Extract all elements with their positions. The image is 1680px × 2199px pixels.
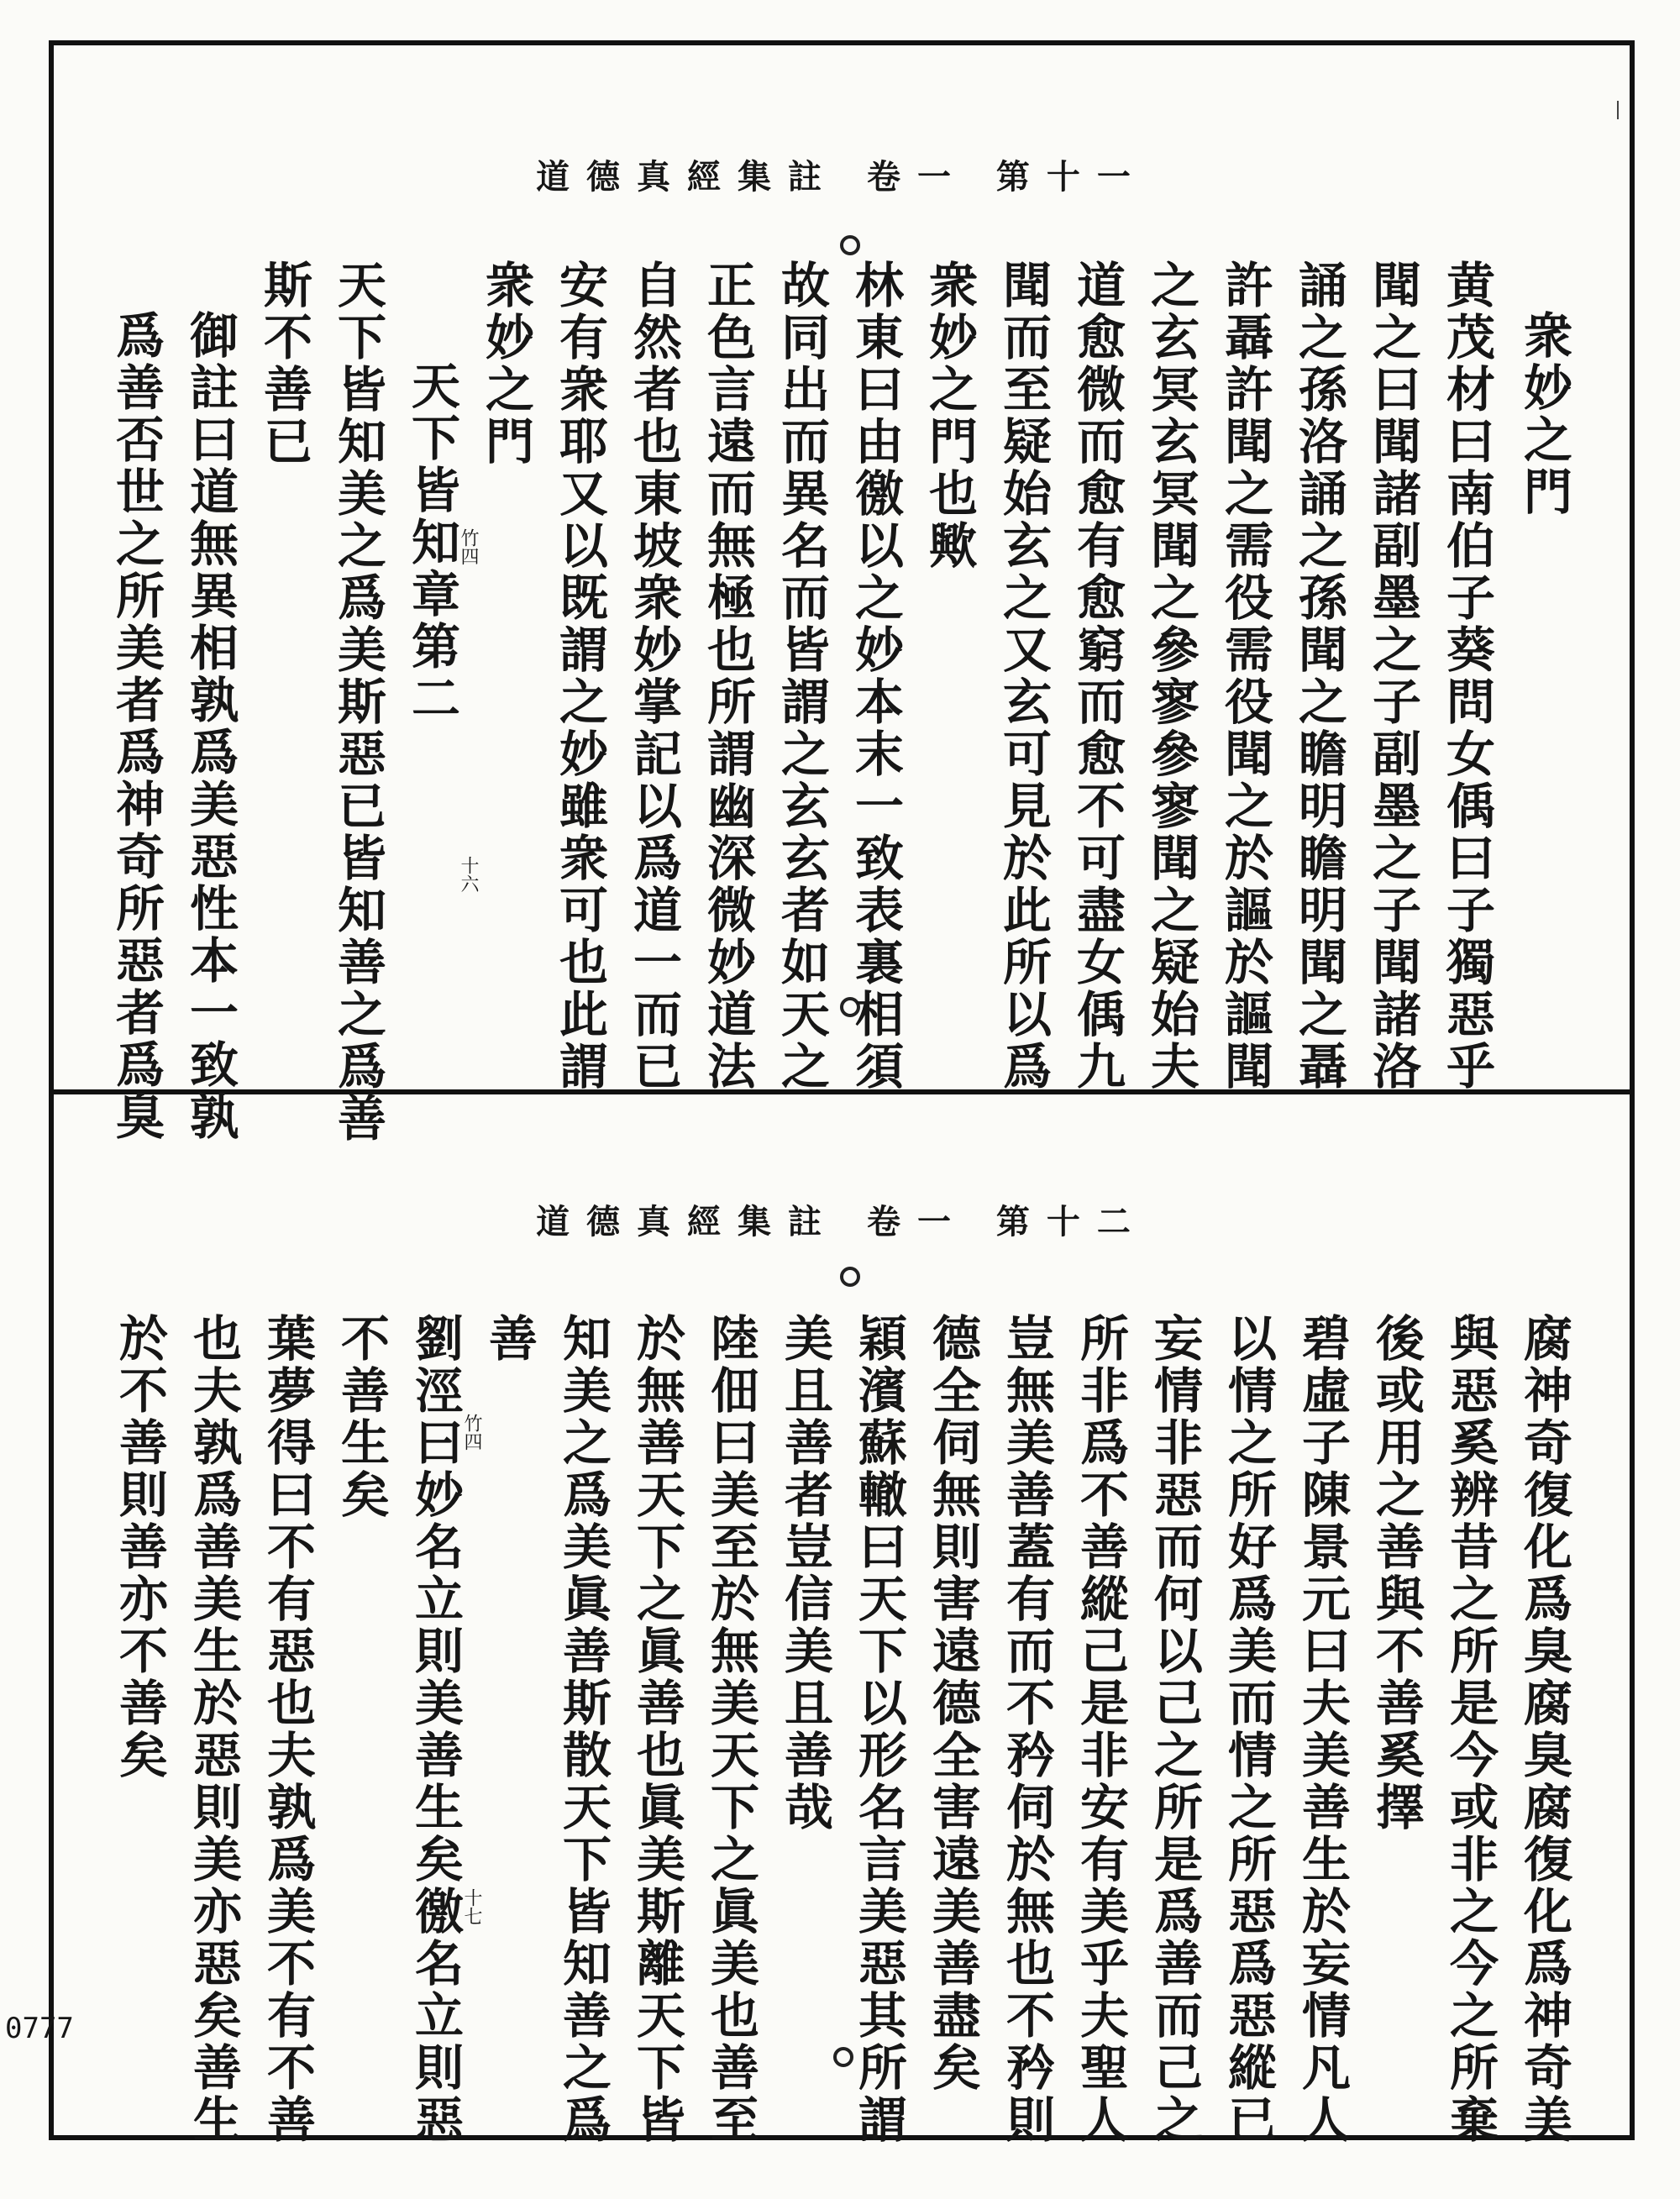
top-columns bbox=[54, 260, 1630, 1145]
text-column: 與惡奚辨昔之所是今或非之今之所棄 bbox=[1441, 1313, 1499, 2146]
text-column: 腐神奇復化爲臭腐臭腐復化爲神奇美 bbox=[1515, 1313, 1572, 2146]
bottom-panel bbox=[54, 1094, 1630, 2146]
side-note: 十七 bbox=[461, 1888, 482, 1925]
top-panel bbox=[54, 45, 1630, 1145]
text-column: 衆妙之門 bbox=[477, 260, 534, 468]
text-column: 善 bbox=[480, 1313, 538, 1365]
text-column: 也夫孰爲善美生於惡則美亦惡矣善生 bbox=[185, 1313, 242, 2146]
text-column: 於無善天下之眞善也眞美斯離天下皆 bbox=[628, 1313, 685, 2146]
text-column: 林東曰由徼以之妙本末一致表裏相須 bbox=[847, 260, 904, 1093]
text-column: 天下皆知美之爲美斯惡已皆知善之爲善 bbox=[329, 260, 386, 1145]
bottom-header: 道德真經集註 卷一 第十二 bbox=[536, 1202, 1147, 1241]
text-column: 斯不善已 bbox=[255, 260, 312, 468]
text-column: 後或用之善與不善奚擇 bbox=[1368, 1313, 1425, 1834]
text-column: 不善生矣 bbox=[333, 1313, 390, 1521]
text-column: 以情之所好爲美而情之所惡爲惡縱已 bbox=[1220, 1313, 1277, 2146]
text-column: 自然者也東坡衆妙掌記以爲道一而已 bbox=[625, 260, 682, 1093]
text-column: 德全伺無則害遠德全害遠美善盡矣 bbox=[924, 1313, 981, 2094]
text-column: 誦之孫洛誦之孫聞之瞻明瞻明聞之聶 bbox=[1290, 260, 1347, 1093]
page-number: 0777 bbox=[5, 2012, 74, 2045]
side-note: 竹四 bbox=[461, 1414, 482, 1451]
text-column: 陸佃曰美至於無美天下之眞美也善至 bbox=[702, 1313, 759, 2146]
text-column: 安有衆耶又以既謂之妙雖衆可也此謂 bbox=[551, 260, 608, 1093]
text-column: 知美之爲美眞善斯散天下皆知善之爲 bbox=[554, 1313, 612, 2146]
circle-mark bbox=[840, 235, 860, 255]
text-column: 妄情非惡而何以己之所是爲善而己之 bbox=[1146, 1313, 1203, 2146]
side-note: 竹四 bbox=[458, 528, 479, 565]
text-column: 許聶許聞之需役需役聞之於謳於謳聞 bbox=[1216, 260, 1273, 1093]
side-note: 十六 bbox=[458, 856, 479, 893]
text-column: 聞之曰聞諸副墨之子副墨之子聞諸洛 bbox=[1364, 260, 1421, 1093]
text-column: 美且善者豈信美且善哉 bbox=[776, 1313, 833, 1834]
text-column: 於不善則善亦不善矣 bbox=[111, 1313, 168, 1782]
text-column: 聞而至疑始玄之又玄可見於此所以爲 bbox=[995, 260, 1052, 1093]
text-column: 衆妙之門 bbox=[1515, 310, 1572, 518]
text-column: 劉涇曰妙名立則美善生矣徼名立則惡 bbox=[407, 1313, 464, 2146]
text-column: 碧虛子陳景元曰夫美善生於妄情凡人 bbox=[1294, 1313, 1351, 2146]
text-column: 正色言遠而無極也所謂幽深微妙道法 bbox=[699, 260, 756, 1093]
text-column: 故同出而異名而皆謂之玄玄者如天之 bbox=[773, 260, 830, 1093]
top-header: 道德真經集註 卷一 第十一 bbox=[536, 157, 1147, 197]
text-column: 衆妙之門也歟 bbox=[921, 260, 978, 572]
text-column: 爲善否世之所美者爲神奇所惡者爲臭 bbox=[108, 310, 165, 1143]
text-column: 穎濱蘇轍曰天下以形名言美惡其所謂 bbox=[850, 1313, 907, 2146]
text-column: 黄茂材曰南伯子葵問女偊曰子獨惡乎 bbox=[1438, 260, 1495, 1093]
text-column: 道愈微而愈有愈窮而愈不可盡女偊九 bbox=[1068, 260, 1126, 1093]
text-column: 所非爲不善縱己是非安有美乎夫聖人 bbox=[1072, 1313, 1129, 2146]
text-column: 豈無美善蓋有而不矜伺於無也不矜則 bbox=[998, 1313, 1055, 2146]
circle-mark bbox=[840, 1267, 860, 1287]
chapter-title: 天下皆知章第二 bbox=[403, 360, 460, 725]
text-column: 之玄冥玄冥聞之參寥參寥聞之疑始夫 bbox=[1142, 260, 1200, 1093]
text-column: 葉夢得曰不有惡也夫孰爲美不有不善 bbox=[259, 1313, 316, 2146]
text-column: 御註曰道無異相孰爲美惡性本一致孰 bbox=[181, 310, 239, 1143]
bottom-columns bbox=[54, 1313, 1630, 2146]
